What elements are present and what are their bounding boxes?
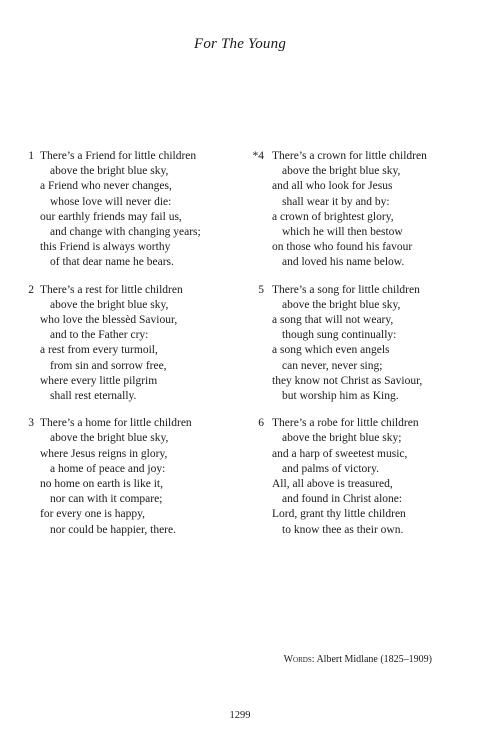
verse-line: a Friend who never changes, — [40, 180, 172, 193]
verse-number: 2 — [28, 283, 34, 296]
verse-line: There’s a rest for little children — [40, 283, 183, 296]
verse-line: which he will then bestow — [282, 226, 403, 239]
verse-line: of that dear name he bears. — [50, 256, 174, 269]
verse-2 — [22, 283, 232, 405]
verse-line: above the bright blue sky, — [282, 165, 401, 178]
verse-line: shall rest eternally. — [50, 390, 137, 403]
verse-line: from sin and sorrow free, — [50, 359, 167, 372]
verse-line: There’s a robe for little children — [272, 417, 419, 430]
verse-line: where every little pilgrim — [40, 374, 158, 387]
hymn-title: For The Young — [193, 36, 287, 52]
verse-line: our earthly friends may fail us, — [40, 210, 182, 223]
verse-line: All, all above is treasured, — [272, 478, 393, 491]
page-number: 1299 — [229, 710, 251, 721]
verse-line: There’s a song for little children — [272, 283, 420, 296]
verse-line: above the bright blue sky; — [282, 432, 402, 445]
verse-line: and found in Christ alone: — [282, 493, 403, 506]
verse-line: Lord, grant thy little children — [272, 508, 406, 521]
verse-line: above the bright blue sky, — [50, 165, 169, 178]
verse-line: who love the blessèd Saviour, — [40, 314, 178, 327]
verse-line: can never, never sing; — [282, 359, 383, 372]
verse-line: a song which even angels — [272, 344, 390, 357]
verse-line: a home of peace and joy: — [50, 462, 166, 475]
verse-line: There’s a home for little children — [40, 417, 192, 430]
verse-1 — [22, 149, 232, 271]
verse-line: above the bright blue sky, — [50, 432, 169, 445]
verse-line: no home on earth is like it, — [40, 478, 163, 491]
verse-line: nor can with it compare; — [50, 493, 163, 506]
verse-6 — [246, 416, 462, 538]
credit-label: Words: — [283, 654, 315, 665]
verse-line: a rest from every turmoil, — [40, 344, 158, 357]
verse-line: they know not Christ as Saviour, — [272, 374, 423, 387]
verse-line: and palms of victory. — [282, 462, 379, 475]
verse-line: where Jesus reigns in glory, — [40, 447, 168, 460]
verse-line: There’s a crown for little children — [272, 150, 427, 162]
verse-line: to know thee as their own. — [282, 523, 404, 536]
verse-3 — [22, 416, 232, 538]
verse-line: and change with changing years; — [50, 226, 201, 239]
left-column — [22, 149, 232, 550]
verse-line: a crown of brightest glory, — [272, 210, 394, 223]
verse-line: and all who look for Jesus — [272, 180, 393, 193]
verse-number: 3 — [28, 417, 34, 430]
verse-line: though sung continually: — [282, 329, 397, 342]
verse-line: this Friend is always worthy — [40, 241, 171, 254]
verse-line: on those who found his favour — [272, 241, 413, 254]
verse-5 — [246, 283, 462, 405]
verse-line: above the bright blue sky, — [50, 298, 169, 311]
verse-number: 5 — [258, 283, 264, 296]
verse-line: and to the Father cry: — [50, 329, 149, 342]
verse-line: but worship him as King. — [282, 390, 399, 403]
verse-line: and a harp of sweetest music, — [272, 447, 408, 460]
verse-line: a song that will not weary, — [272, 314, 394, 327]
verse-line: above the bright blue sky, — [282, 298, 401, 311]
words-credit — [284, 654, 432, 665]
verse-line: for every one is happy, — [40, 508, 145, 521]
verse-line: There’s a Friend for little children — [40, 150, 197, 162]
verse-line: and loved his name below. — [282, 256, 405, 269]
verse-line: whose love will never die: — [50, 195, 172, 208]
verse-number: *4 — [252, 150, 264, 162]
verse-number: 6 — [258, 417, 264, 430]
credit-author: Albert Midlane (1825–1909) — [316, 654, 432, 665]
verse-line: nor could be happier, there. — [50, 523, 176, 536]
right-column — [246, 149, 462, 550]
verse-number: 1 — [28, 150, 34, 162]
verse-line: shall wear it by and by: — [282, 195, 390, 208]
verse-4 — [246, 149, 462, 271]
